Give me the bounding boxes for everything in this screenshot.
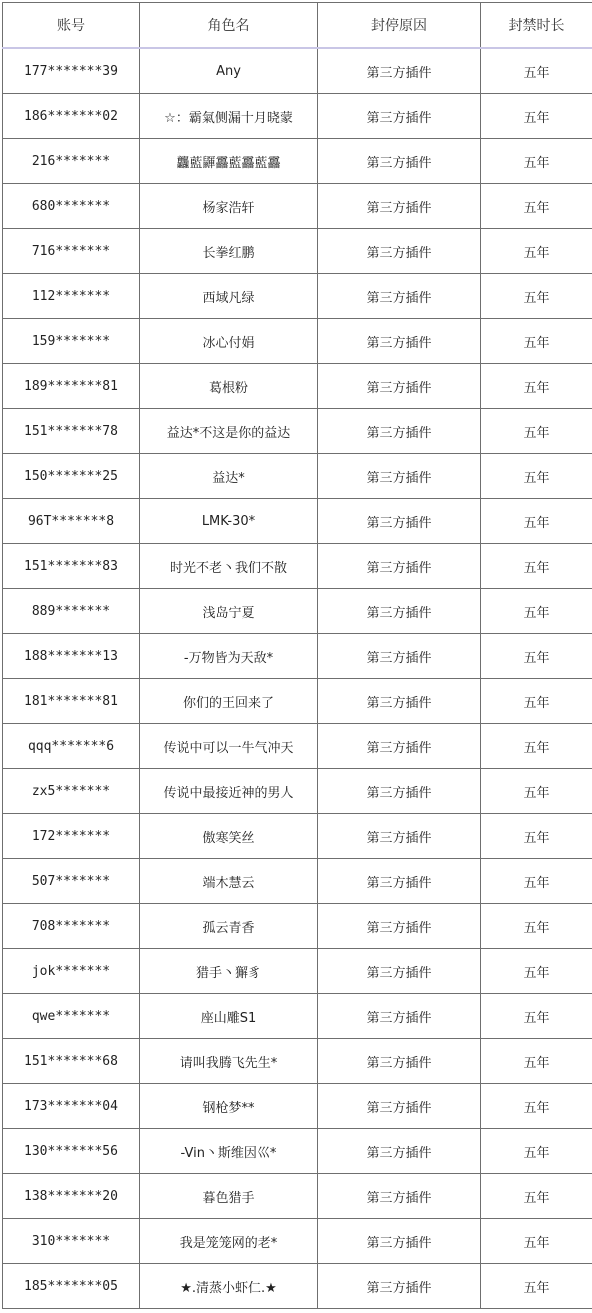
account-cell: 151*******83 (3, 544, 140, 589)
ban-duration-cell: 五年 (481, 94, 592, 139)
role-name-cell: 暮色猎手 (140, 1174, 318, 1219)
account-cell: 889******* (3, 589, 140, 634)
table-row (3, 634, 592, 679)
account-cell: 150*******25 (3, 454, 140, 499)
ban-reason-cell: 第三方插件 (318, 994, 481, 1039)
ban-duration-cell: 五年 (481, 1129, 592, 1174)
ban-duration-cell: 五年 (481, 949, 592, 994)
role-name-cell: -万物皆为天敌* (140, 634, 318, 679)
role-name-cell: 我是笼笼网的老* (140, 1219, 318, 1264)
role-name-cell: -Vin丶斯维因巛* (140, 1129, 318, 1174)
ban-reason-cell: 第三方插件 (318, 724, 481, 769)
table-row (3, 544, 592, 589)
ban-duration-cell: 五年 (481, 454, 592, 499)
account-cell: 159******* (3, 319, 140, 364)
ban-reason-cell: 第三方插件 (318, 139, 481, 184)
ban-reason-cell: 第三方插件 (318, 229, 481, 274)
table-row (3, 1219, 592, 1264)
ban-duration-cell: 五年 (481, 229, 592, 274)
account-cell: 173*******04 (3, 1084, 140, 1129)
account-cell: 177*******39 (3, 48, 140, 94)
role-name-cell: ★.清蒸小虾仁.★ (140, 1264, 318, 1309)
account-cell: 708******* (3, 904, 140, 949)
ban-reason-cell: 第三方插件 (318, 409, 481, 454)
ban-reason-cell: 第三方插件 (318, 1084, 481, 1129)
ban-duration-cell: 五年 (481, 589, 592, 634)
header-row (3, 3, 592, 49)
ban-duration-cell: 五年 (481, 994, 592, 1039)
ban-duration-cell: 五年 (481, 1264, 592, 1309)
table-row (3, 589, 592, 634)
ban-duration-cell: 五年 (481, 904, 592, 949)
ban-duration-cell: 五年 (481, 769, 592, 814)
ban-duration-cell: 五年 (481, 679, 592, 724)
ban-reason-cell: 第三方插件 (318, 274, 481, 319)
role-name-cell: 长拳红鹏 (140, 229, 318, 274)
ban-duration-cell: 五年 (481, 634, 592, 679)
account-cell: 151*******78 (3, 409, 140, 454)
ban-reason-cell: 第三方插件 (318, 679, 481, 724)
table-row (3, 904, 592, 949)
account-cell: 138*******20 (3, 1174, 140, 1219)
ban-duration-cell: 五年 (481, 319, 592, 364)
ban-duration-cell: 五年 (481, 814, 592, 859)
table-row (3, 274, 592, 319)
role-name-cell: 传说中可以一牛气冲天 (140, 724, 318, 769)
ban-duration-cell: 五年 (481, 274, 592, 319)
table-row (3, 319, 592, 364)
role-name-cell: 你们的王回来了 (140, 679, 318, 724)
role-name-cell: 益达* (140, 454, 318, 499)
role-name-cell: 龘藍鼲靐藍靐藍靐 (140, 139, 318, 184)
account-cell: 680******* (3, 184, 140, 229)
account-cell: 151*******68 (3, 1039, 140, 1084)
header-ban-duration: 封禁时长 (481, 3, 592, 49)
account-cell: 216******* (3, 139, 140, 184)
ban-duration-cell: 五年 (481, 724, 592, 769)
role-name-cell: LMK-30* (140, 499, 318, 544)
role-name-cell: 时光不老丶我们不散 (140, 544, 318, 589)
ban-reason-cell: 第三方插件 (318, 1039, 481, 1084)
ban-duration-cell: 五年 (481, 139, 592, 184)
table-body (3, 48, 592, 1309)
ban-duration-cell: 五年 (481, 1039, 592, 1084)
account-cell: 507******* (3, 859, 140, 904)
table-row (3, 48, 592, 94)
account-cell: 310******* (3, 1219, 140, 1264)
role-name-cell: 益达*不这是你的益达 (140, 409, 318, 454)
role-name-cell: 冰心付娟 (140, 319, 318, 364)
table-row (3, 949, 592, 994)
header-role-name: 角色名 (140, 3, 318, 49)
account-cell: 186*******02 (3, 94, 140, 139)
table-row (3, 1039, 592, 1084)
ban-reason-cell: 第三方插件 (318, 1264, 481, 1309)
ban-reason-cell: 第三方插件 (318, 949, 481, 994)
ban-duration-cell: 五年 (481, 364, 592, 409)
account-cell: qwe******* (3, 994, 140, 1039)
account-cell: 716******* (3, 229, 140, 274)
table-row (3, 364, 592, 409)
account-cell: 188*******13 (3, 634, 140, 679)
table-row (3, 409, 592, 454)
ban-reason-cell: 第三方插件 (318, 589, 481, 634)
ban-reason-cell: 第三方插件 (318, 544, 481, 589)
account-cell: 172******* (3, 814, 140, 859)
ban-duration-cell: 五年 (481, 1174, 592, 1219)
table-row (3, 229, 592, 274)
role-name-cell: 端木慧云 (140, 859, 318, 904)
table-row (3, 499, 592, 544)
ban-reason-cell: 第三方插件 (318, 769, 481, 814)
ban-duration-cell: 五年 (481, 1219, 592, 1264)
table-row (3, 769, 592, 814)
ban-reason-cell: 第三方插件 (318, 499, 481, 544)
table-row (3, 1174, 592, 1219)
ban-duration-cell: 五年 (481, 409, 592, 454)
role-name-cell: 浅岛宁夏 (140, 589, 318, 634)
ban-reason-cell: 第三方插件 (318, 1219, 481, 1264)
table-row (3, 1264, 592, 1309)
account-cell: jok******* (3, 949, 140, 994)
ban-reason-cell: 第三方插件 (318, 1129, 481, 1174)
table-row (3, 454, 592, 499)
ban-reason-cell: 第三方插件 (318, 859, 481, 904)
role-name-cell: 请叫我腾飞先生* (140, 1039, 318, 1084)
ban-reason-cell: 第三方插件 (318, 454, 481, 499)
table-row (3, 679, 592, 724)
ban-reason-cell: 第三方插件 (318, 904, 481, 949)
role-name-cell: 传说中最接近神的男人 (140, 769, 318, 814)
ban-reason-cell: 第三方插件 (318, 184, 481, 229)
account-cell: 112******* (3, 274, 140, 319)
table-row (3, 724, 592, 769)
role-name-cell: Any (140, 48, 318, 94)
table-row (3, 1129, 592, 1174)
account-cell: qqq*******6 (3, 724, 140, 769)
account-cell: 189*******81 (3, 364, 140, 409)
table-row (3, 859, 592, 904)
ban-reason-cell: 第三方插件 (318, 1174, 481, 1219)
role-name-cell: 钢枪梦** (140, 1084, 318, 1129)
ban-reason-cell: 第三方插件 (318, 364, 481, 409)
role-name-cell: 座山雕S1 (140, 994, 318, 1039)
header-ban-reason: 封停原因 (318, 3, 481, 49)
ban-reason-cell: 第三方插件 (318, 634, 481, 679)
account-cell: 185*******05 (3, 1264, 140, 1309)
account-cell: zx5******* (3, 769, 140, 814)
role-name-cell: ☆：霸氣侧漏十月晓蒙 (140, 94, 318, 139)
account-cell: 96T*******8 (3, 499, 140, 544)
ban-reason-cell: 第三方插件 (318, 94, 481, 139)
role-name-cell: 孤云青香 (140, 904, 318, 949)
table-row (3, 139, 592, 184)
role-name-cell: 西域凡绿 (140, 274, 318, 319)
table-row (3, 94, 592, 139)
ban-duration-cell: 五年 (481, 859, 592, 904)
ban-reason-cell: 第三方插件 (318, 319, 481, 364)
table-header (3, 3, 592, 49)
ban-duration-cell: 五年 (481, 48, 592, 94)
ban-reason-cell: 第三方插件 (318, 48, 481, 94)
account-cell: 181*******81 (3, 679, 140, 724)
ban-reason-cell: 第三方插件 (318, 814, 481, 859)
role-name-cell: 葛根粉 (140, 364, 318, 409)
table-row (3, 184, 592, 229)
table-row (3, 1084, 592, 1129)
role-name-cell: 傲寒笑丝 (140, 814, 318, 859)
table-row (3, 814, 592, 859)
ban-table (2, 2, 592, 1309)
ban-duration-cell: 五年 (481, 499, 592, 544)
role-name-cell: 杨家浩轩 (140, 184, 318, 229)
ban-duration-cell: 五年 (481, 184, 592, 229)
role-name-cell: 猎手丶獬豸 (140, 949, 318, 994)
table-row (3, 994, 592, 1039)
account-cell: 130*******56 (3, 1129, 140, 1174)
header-account: 账号 (3, 3, 140, 49)
ban-duration-cell: 五年 (481, 544, 592, 589)
ban-duration-cell: 五年 (481, 1084, 592, 1129)
